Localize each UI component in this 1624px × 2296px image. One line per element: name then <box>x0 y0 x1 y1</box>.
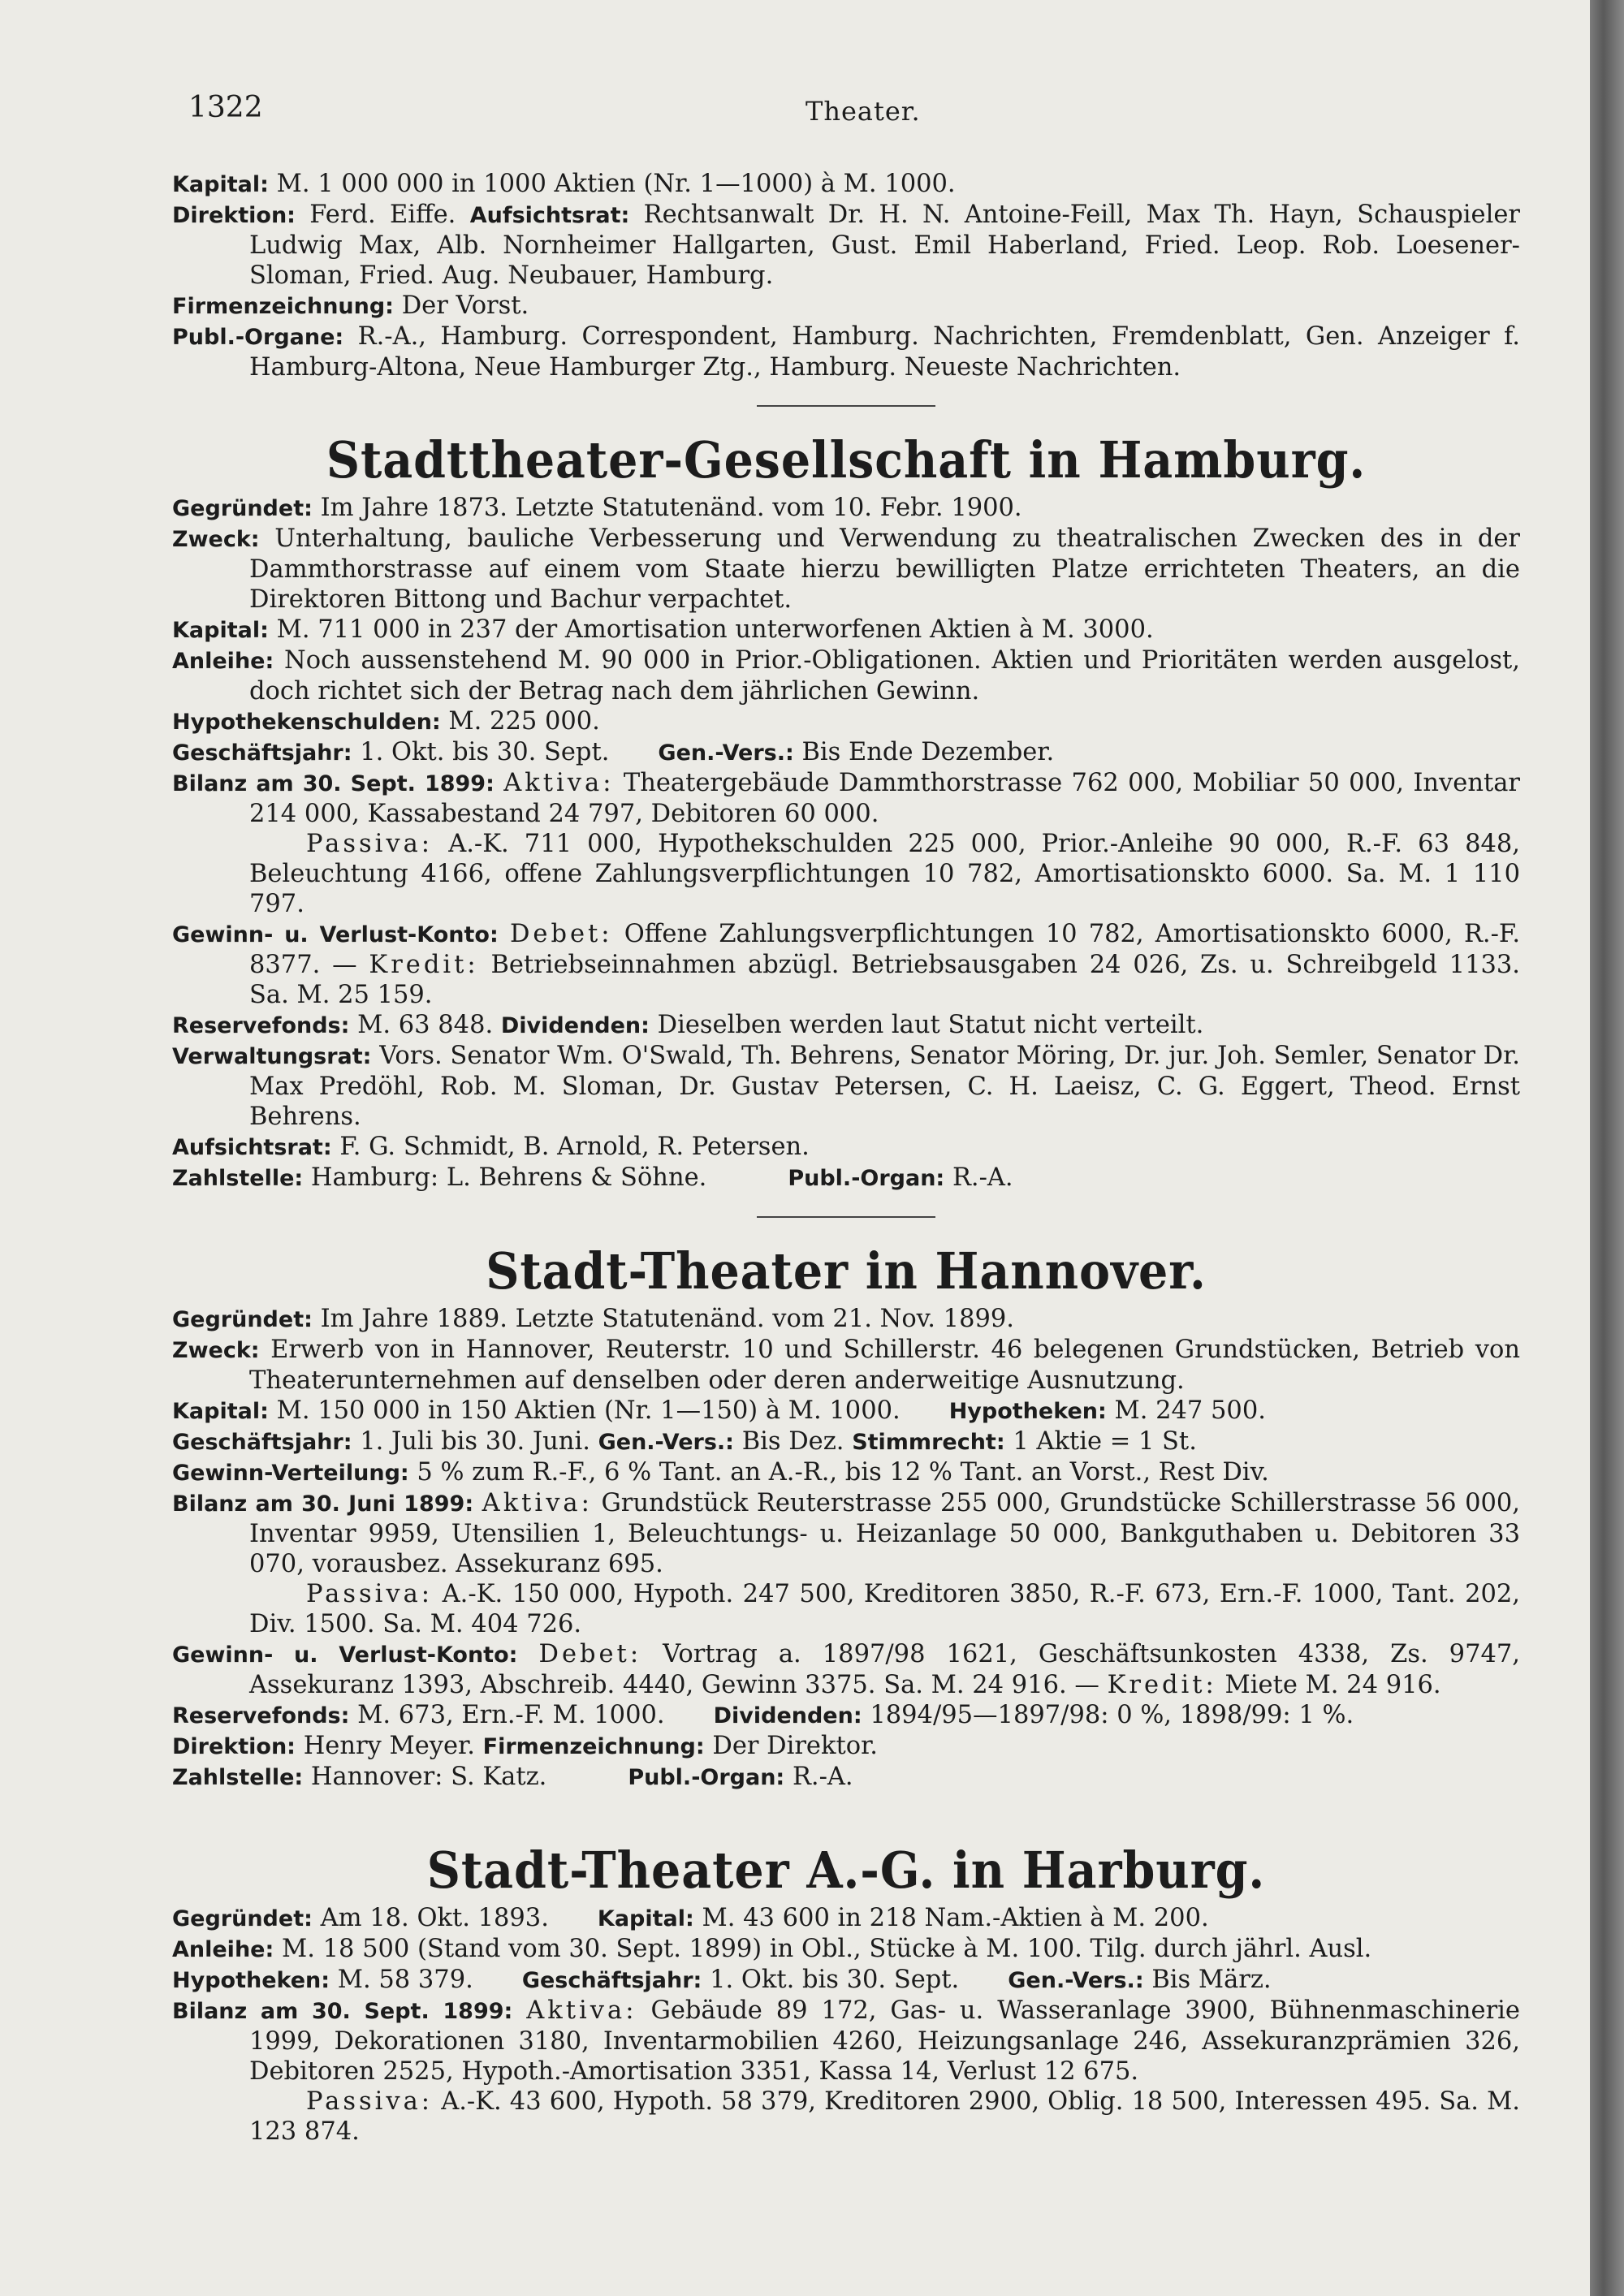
ha-guv: Gewinn- u. Verlust-Konto: Debet: Vortrag a. 1897/98 1621, Geschäftsunkosten 4338, Zs. 9747, Assekuranz 1393, Abschreib. 4440, Gewinn 3375. Sa. M. 24 916. — Kredit: Miete M. 24 916. <box>172 1640 1521 1699</box>
hh-hypothekenschulden: Hypothekenschulden: M. 225 000. <box>172 707 600 736</box>
hh-reservefonds: Reservefonds: M. 63 848. Dividenden: Dieselben werden laut Statut nicht verteilt. <box>172 1011 1204 1039</box>
hh-verwaltungsrat: Verwaltungsrat: Vors. Senator Wm. O'Swald, Th. Behrens, Senator Möring, Dr. jur. Joh. Semler, Senator Dr. Max Predöhl, Rob. M. Sloman, Dr. Gustav Petersen, C. H. Laeisz, C. G. Eggert, Theod. Ernst Behrens. <box>172 1042 1520 1131</box>
ha-gegruendet: Gegründet: Im Jahre 1889. Letzte Statutenänd. vom 21. Nov. 1899. <box>172 1305 1014 1333</box>
ha-zahlstelle: Zahlstelle: Hannover: S. Katz. Publ.-Organ: R.-A. <box>172 1763 853 1791</box>
ha-bilanz-passiva: Passiva: A.-K. 150 000, Hypoth. 247 500, Kreditoren 3850, R.-F. 673, Ern.-F. 1000, Tant. 202, Div. 1500. Sa. M. 404 726. <box>249 1580 1520 1638</box>
section-title-hamburg: Stadttheater-Gesellschaft in Hamburg. <box>326 430 1367 490</box>
hb-bilanz-aktiva: Bilanz am 30. Sept. 1899: Aktiva: Gebäude 89 172, Gas- u. Wasseranlage 3900, Bühnenmaschinerie 1999, Dekorationen 3180, Inventarmobilien 4260, Heizungsanlage 246, Assekuranzprämien 326, Debitoren 2525, Hypoth.-Amortisation 3351, Kassa 14, Verlust 12 675. <box>172 1996 1520 2086</box>
section-title-hannover: Stadt-Theater in Hannover. <box>486 1241 1207 1301</box>
section-divider <box>757 1216 935 1218</box>
page-content <box>172 169 1520 2147</box>
hb-gegruendet: Gegründet: Am 18. Okt. 1893. Kapital: M. 43 600 in 218 Nam.-Aktien à M. 200. <box>172 1904 1209 1932</box>
hh-gegruendet: Gegründet: Im Jahre 1873. Letzte Statutenänd. vom 10. Febr. 1900. <box>172 494 1022 522</box>
ha-geschaeftsjahr: Geschäftsjahr: 1. Juli bis 30. Juni. Gen.-Vers.: Bis Dez. Stimmrecht: 1 Aktie = 1 St. <box>172 1427 1197 1456</box>
b1-direktion: Direktion: Ferd. Eiffe. Aufsichtsrat: Rechtsanwalt Dr. H. N. Antoine-Feill, Max Th. Hayn, Schauspieler Ludwig Max, Alb. Nornheimer Hallgarten, Gust. Emil Haberland, Fried. Leop. Rob. Loesener-Sloman, Fried. Aug. Neubauer, Hamburg. <box>172 201 1520 290</box>
hh-zweck: Zweck: Unterhaltung, bauliche Verbesserung und Verwendung zu theatralischen Zwecken des in der Dammthorstrasse auf einem vom Staate hierzu bewilligten Platze errichteten Theaters, an die Direktoren Bittong und Bachur verpachtet. <box>172 524 1520 614</box>
section-spacer <box>757 1815 935 1817</box>
hh-bilanz-aktiva: Bilanz am 30. Sept. 1899: Aktiva: Theatergebäude Dammthorstrasse 762 000, Mobiliar 50 000, Inventar 214 000, Kassabestand 24 797, Debitoren 60 000. <box>172 769 1520 828</box>
b1-firmenzeichnung: Firmenzeichnung: Der Vorst. <box>172 291 529 320</box>
page-number: 1322 <box>188 91 263 124</box>
hh-zahlstelle: Zahlstelle: Hamburg: L. Behrens & Söhne. Publ.-Organ: R.-A. <box>172 1163 1013 1192</box>
hh-guv: Gewinn- u. Verlust-Konto: Debet: Offene Zahlungsverpflichtungen 10 782, Amortisationskto 6000, R.-F. 8377. — Kredit: Betriebseinnahmen abzügl. Betriebsausgaben 24 026, Zs. u. Schreibgeld 1133. Sa. M. 25 159. <box>172 920 1521 1009</box>
running-header <box>188 91 1569 132</box>
hh-aufsichtsrat: Aufsichtsrat: F. G. Schmidt, B. Arnold, R. Petersen. <box>172 1133 810 1161</box>
ha-reservefonds: Reservefonds: M. 673, Ern.-F. M. 1000. Dividenden: 1894/95—1897/98: 0 %, 1898/99: 1 %. <box>172 1701 1354 1729</box>
hb-bilanz-passiva: Passiva: A.-K. 43 600, Hypoth. 58 379, Kreditoren 2900, Oblig. 18 500, Interessen 495. Sa. M. 123 874. <box>249 2087 1520 2146</box>
ha-kapital: Kapital: M. 150 000 in 150 Aktien (Nr. 1—150) à M. 1000. Hypotheken: M. 247 500. <box>172 1396 1266 1425</box>
section-title-harburg: Stadt-Theater A.-G. in Harburg. <box>426 1841 1266 1900</box>
hb-anleihe: Anleihe: M. 18 500 (Stand vom 30. Sept. 1899) in Obl., Stücke à M. 100. Tilg. durch jährl. Ausl. <box>172 1935 1372 1963</box>
ha-bilanz-aktiva: Bilanz am 30. Juni 1899: Aktiva: Grundstück Reuterstrasse 255 000, Grundstücke Schillerstrasse 56 000, Inventar 9959, Utensilien 1, Beleuchtungs- u. Heizanlage 50 000, Bankguthaben u. Debitoren 33 070, vorausbez. Assekuranz 695. <box>172 1489 1520 1578</box>
b1-publ-organe: Publ.-Organe: R.-A., Hamburg. Correspondent, Hamburg. Nachrichten, Fremdenblatt, Gen. Anzeiger f. Hamburg-Altona, Neue Hamburger Ztg., Hamburg. Neueste Nachrichten. <box>172 322 1520 382</box>
ha-direktion: Direktion: Henry Meyer. Firmenzeichnung: Der Direktor. <box>172 1732 879 1760</box>
section-divider <box>757 405 935 407</box>
ha-zweck: Zweck: Erwerb von in Hannover, Reuterstr. 10 und Schillerstr. 46 belegenen Grundstücken, Betrieb von Theaterunternehmen auf denselben oder deren anderweitige Ausnutzung. <box>172 1336 1520 1395</box>
ha-gewinn-verteilung: Gewinn-Verteilung: 5 % zum R.-F., 6 % Tant. an A.-R., bis 12 % Tant. an Vorst., Rest Div. <box>172 1458 1269 1487</box>
hh-geschaeftsjahr: Geschäftsjahr: 1. Okt. bis 30. Sept. Gen.-Vers.: Bis Ende Dezember. <box>172 738 1055 766</box>
hh-bilanz-passiva: Passiva: A.-K. 711 000, Hypothekschulden 225 000, Prior.-Anleihe 90 000, R.-F. 63 848, Beleuchtung 4166, offene Zahlungsverpflichtungen 10 782, Amortisationskto 6000. Sa. M. 1 110 797. <box>249 830 1520 918</box>
page-edge-shadow <box>1590 0 1624 2296</box>
hh-kapital: Kapital: M. 711 000 in 237 der Amortisation unterworfenen Aktien à M. 3000. <box>172 615 1154 644</box>
b1-kapital: Kapital: M. 1 000 000 in 1000 Aktien (Nr. 1—1000) à M. 1000. <box>172 170 956 198</box>
hh-anleihe: Anleihe: Noch aussenstehend M. 90 000 in Prior.-Obligationen. Aktien und Prioritäten werden ausgelost, doch richtet sich der Betrag nach dem jährlichen Gewinn. <box>172 646 1520 706</box>
running-title: Theater. <box>806 96 921 127</box>
hb-hypotheken: Hypotheken: M. 58 379. Geschäftsjahr: 1. Okt. bis 30. Sept. Gen.-Vers.: Bis März. <box>172 1966 1272 1994</box>
